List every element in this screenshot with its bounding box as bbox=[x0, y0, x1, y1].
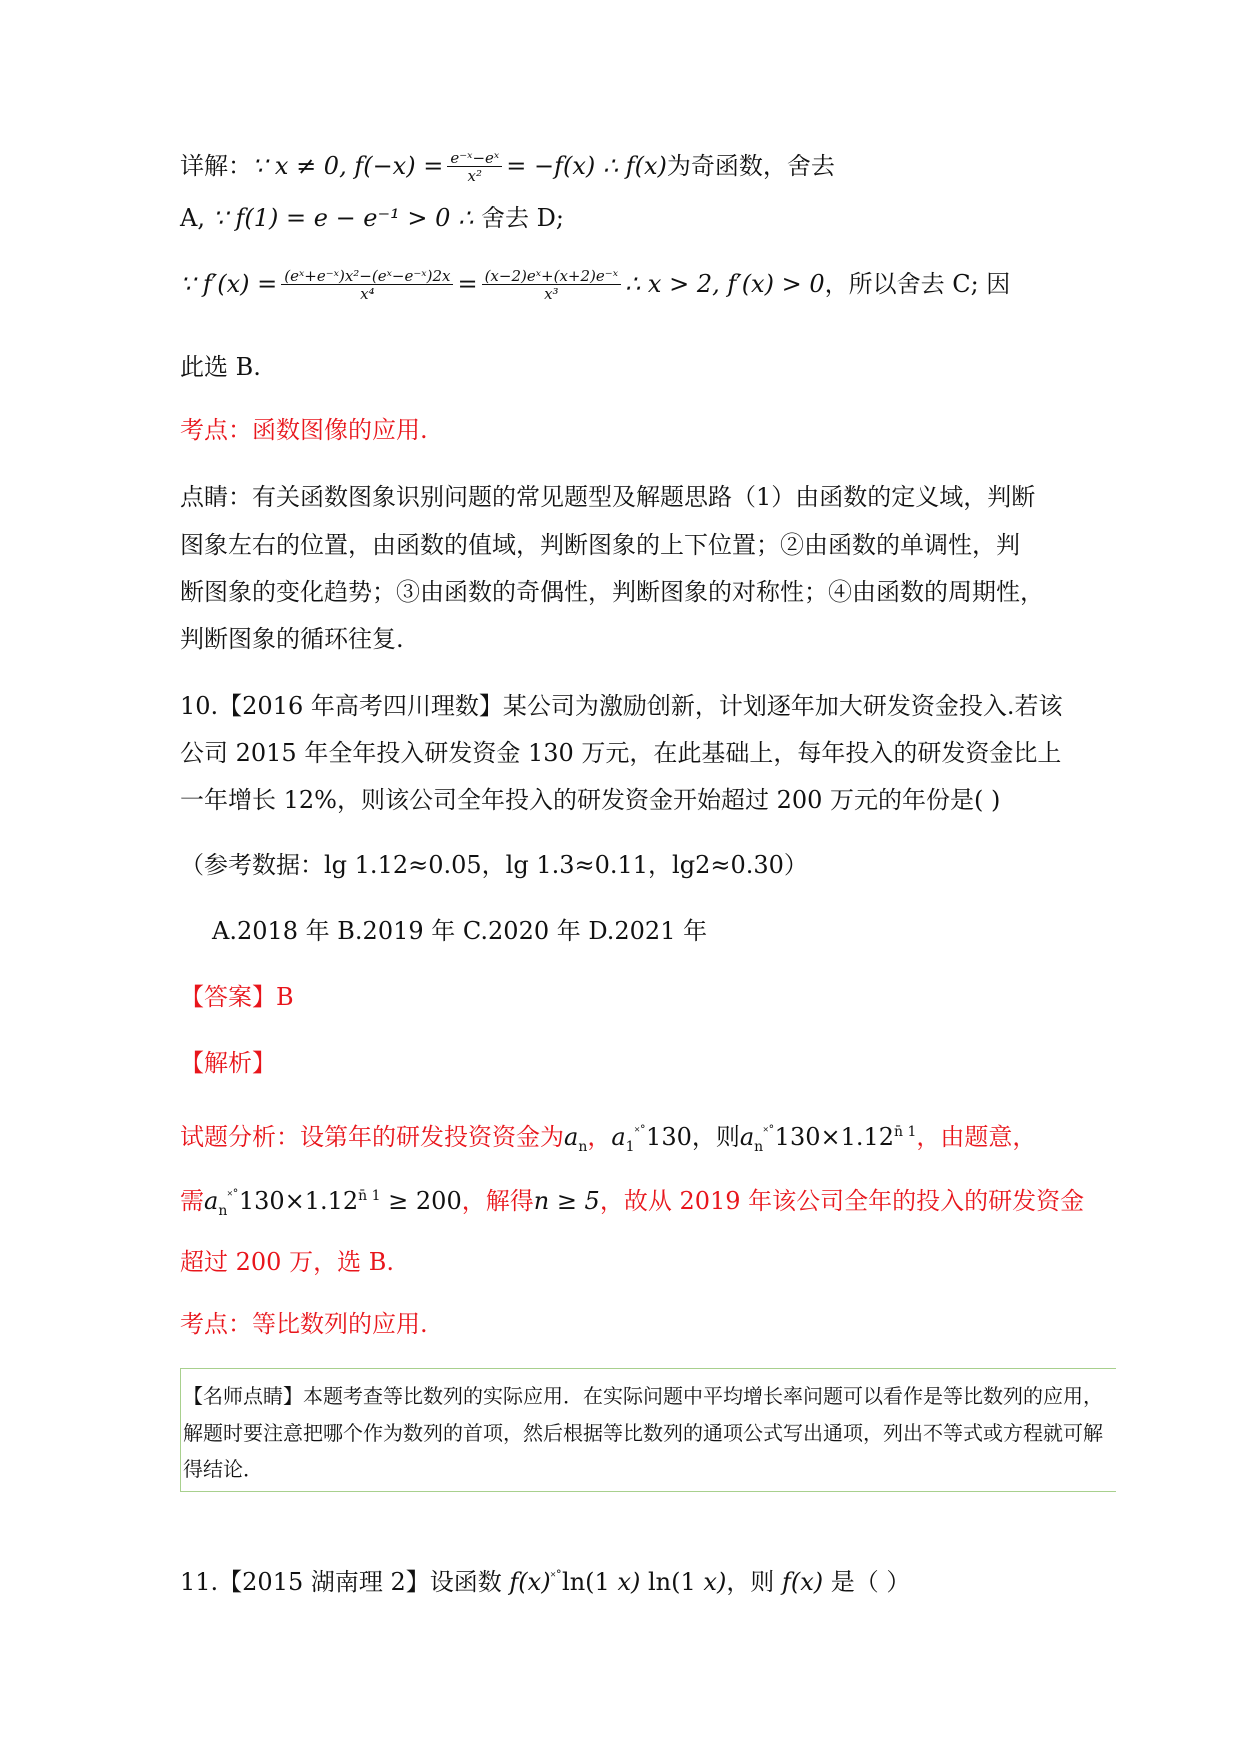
fraction-denominator: x³ bbox=[544, 285, 559, 303]
math-a1 bbox=[611, 1123, 740, 1155]
math-expr: ∵ x ≠ 0, f(−x) = bbox=[252, 152, 444, 180]
text: ，所以舍去 C; 因 bbox=[824, 270, 1011, 298]
dianjing-line-4: 判断图象的循环往复. bbox=[180, 625, 404, 653]
q10-options: A.2018 年 B.2019 年 C.2020 年 D.2021 年 bbox=[212, 917, 708, 945]
q10-stem-3: 一年增长 12%，则该公司全年投入的研发资金开始超过 200 万元的年份是( ) bbox=[180, 786, 1001, 814]
solution-line-4: 此选 B. bbox=[180, 353, 261, 381]
text: 是（ ） bbox=[830, 1568, 911, 1596]
q10-analysis-line-3: 超过 200 万，选 B. bbox=[180, 1248, 394, 1276]
var-a: a bbox=[564, 1123, 579, 1151]
dianjing-line-3: 断图象的变化趋势；③由函数的奇偶性，判断图象的对称性；④由函数的周期性， bbox=[180, 578, 1044, 606]
exponent: n̄ 1 bbox=[358, 1188, 381, 1204]
mingshi-line-1: 【名师点睛】本题考查等比数列的实际应用．在实际问题中平均增长率问题可以看作是等比数列的应用， bbox=[183, 1384, 1103, 1408]
math-x: x) bbox=[703, 1568, 727, 1596]
math-expr: ∵ f(1) = e − e⁻¹ > 0 ∴ bbox=[212, 204, 481, 232]
math-n-ge-5: n ≥ 5 bbox=[533, 1187, 600, 1215]
mingshi-box bbox=[180, 1368, 1116, 1492]
var-a: a bbox=[611, 1123, 626, 1151]
math-ln: ln(1 bbox=[562, 1568, 610, 1596]
fraction-denominator: x² bbox=[467, 167, 483, 185]
fraction-denominator: x⁴ bbox=[360, 285, 375, 303]
q11-stem bbox=[180, 1563, 910, 1597]
q10-answer: 【答案】B bbox=[180, 983, 294, 1011]
var-a: a bbox=[204, 1187, 219, 1215]
fraction bbox=[281, 268, 453, 303]
math-ln: ln(1 bbox=[648, 1568, 696, 1596]
fraction-numerator: e⁻ˣ−eˣ bbox=[447, 150, 502, 167]
text: 试题分析：设第年的研发投资资金为 bbox=[180, 1123, 564, 1151]
text: ，则 bbox=[726, 1568, 775, 1596]
glyph-stub: ˟˚ bbox=[634, 1125, 647, 1140]
q10-stem-1: 10.【2016 年高考四川理数】某公司为激励创新，计划逐年加大研发资金投入.若该 bbox=[180, 692, 1063, 720]
subscript-n: n bbox=[754, 1138, 764, 1155]
glyph-stub: ˟˚ bbox=[550, 1570, 563, 1585]
text: A, bbox=[180, 204, 213, 232]
text: 需 bbox=[180, 1187, 204, 1215]
math-expr: = bbox=[457, 270, 478, 298]
label-xiangjie: 详解： bbox=[180, 152, 252, 180]
subscript-n: n bbox=[578, 1138, 588, 1155]
mingshi-line-2: 解题时要注意把哪个作为数列的首项，然后根据等比数列的通项公式写出通项，列出不等式或方程就可解 bbox=[183, 1421, 1103, 1445]
math-fx: f(x) bbox=[509, 1568, 551, 1596]
text: ，故从 2019 年该公司全年的投入的研发资金 bbox=[599, 1187, 1085, 1215]
math-expr: ∵ f′(x) = bbox=[180, 270, 278, 298]
subscript-1: 1 bbox=[625, 1138, 635, 1155]
q10-stem-2: 公司 2015 年全年投入研发资金 130 万元，在此基础上，每年投入的研发资金比上 bbox=[180, 739, 1062, 767]
solution-line-3 bbox=[180, 268, 1010, 303]
glyph-stub: ˟˚ bbox=[763, 1125, 775, 1140]
math-text: 130×1.12 bbox=[774, 1123, 895, 1151]
math-an bbox=[564, 1123, 588, 1155]
text: 为奇函数，舍去 bbox=[666, 152, 835, 180]
math-an-ineq bbox=[204, 1187, 462, 1219]
fraction-numerator: (eˣ+e⁻ˣ)x²−(eˣ−e⁻ˣ)2x bbox=[281, 268, 453, 285]
glyph-stub: ˟˚ bbox=[227, 1189, 239, 1204]
q10-reference: （参考数据：lg 1.12≈0.05，lg 1.3≈0.11，lg2≈0.30） bbox=[180, 851, 808, 879]
exponent: n̄ 1 bbox=[894, 1124, 917, 1140]
q10-analysis-label: 【解析】 bbox=[180, 1049, 276, 1077]
math-expr: = −f(x) ∴ f(x) bbox=[506, 152, 667, 180]
fraction bbox=[447, 150, 502, 185]
dianjing-line-1: 点睛：有关函数图象识别问题的常见题型及解题思路（1）由函数的定义域，判断 bbox=[180, 483, 1036, 511]
kaodian-2: 考点：等比数列的应用. bbox=[180, 1310, 428, 1338]
math-an-formula bbox=[739, 1123, 917, 1155]
subscript-n: n bbox=[218, 1202, 228, 1219]
text: ，由题意， bbox=[916, 1123, 1037, 1151]
var-a: a bbox=[739, 1123, 755, 1151]
text: ， bbox=[587, 1123, 612, 1151]
q10-analysis-line-1 bbox=[180, 1117, 1036, 1162]
fraction-numerator: (x−2)eˣ+(x+2)e⁻ˣ bbox=[482, 268, 621, 285]
math-text: 130，则 bbox=[646, 1123, 740, 1151]
math-text: ≥ 200 bbox=[380, 1187, 462, 1215]
text: 11.【2015 湖南理 2】设函数 bbox=[180, 1568, 502, 1596]
text: 舍去 D; bbox=[480, 204, 564, 232]
mingshi-line-3: 得结论． bbox=[183, 1457, 263, 1481]
dianjing-line-2: 图象左右的位置，由函数的值域，判断图象的上下位置；②由函数的单调性，判 bbox=[180, 531, 1020, 559]
solution-line-1 bbox=[180, 150, 835, 185]
math-expr: ∴ x > 2, f′(x) > 0 bbox=[625, 270, 825, 298]
kaodian-1: 考点：函数图像的应用. bbox=[180, 416, 428, 444]
fraction bbox=[482, 268, 621, 303]
solution-line-2 bbox=[180, 203, 564, 233]
math-x: x) bbox=[617, 1568, 641, 1596]
q10-analysis-line-2 bbox=[180, 1181, 1084, 1226]
text: ，解得 bbox=[461, 1187, 534, 1215]
math-fx: f(x) bbox=[781, 1568, 824, 1596]
math-text: 130×1.12 bbox=[238, 1187, 359, 1215]
